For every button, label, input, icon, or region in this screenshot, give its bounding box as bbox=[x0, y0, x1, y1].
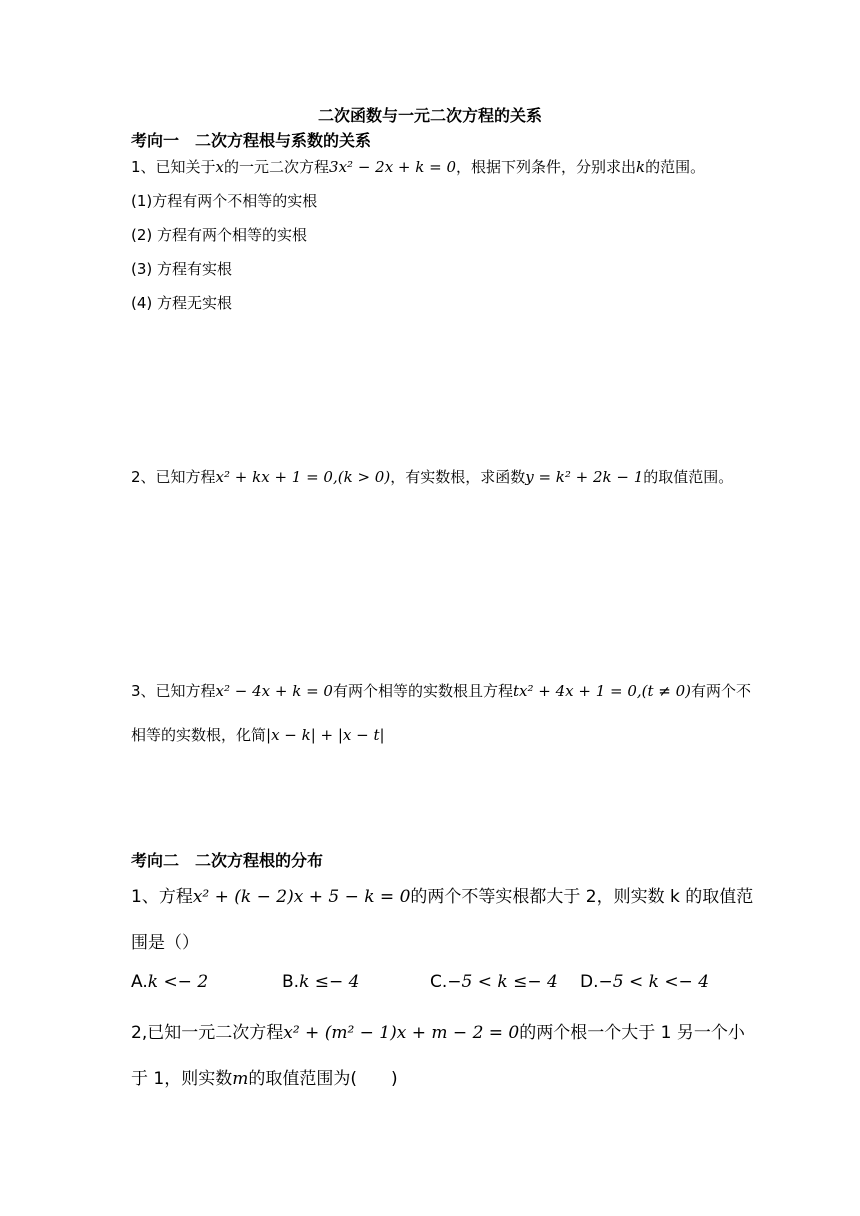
s1-q1-item-2: (2) 方程有两个相等的实根 bbox=[131, 226, 308, 244]
s1-q3-equation2: tx² + 4x + 1 = 0,(t ≠ 0) bbox=[512, 682, 692, 700]
s1-q2-mid: ，有实数根，求函数 bbox=[390, 468, 526, 486]
s1-q1-suffix: ，根据下列条件，分别求出 bbox=[456, 158, 637, 176]
option-c-expr: −5 < k ≤− 4 bbox=[447, 972, 558, 992]
option-a bbox=[131, 972, 208, 992]
s2-q1-equation: x² + (k − 2)x + 5 − k = 0 bbox=[192, 887, 411, 907]
s1-q2-text bbox=[131, 466, 733, 487]
s1-q1-var: x bbox=[215, 158, 225, 176]
s2-q2-equation: x² + (m² − 1)x + m − 2 = 0 bbox=[283, 1023, 520, 1043]
s2-q2-line1 bbox=[131, 1018, 745, 1043]
s1-q3-line2 bbox=[131, 724, 385, 745]
s2-q1-line1 bbox=[131, 882, 753, 907]
s2-q2-prefix: 2,已知一元二次方程 bbox=[131, 1023, 284, 1043]
s1-q3-line1 bbox=[131, 680, 751, 701]
s1-q2-equation: x² + kx + 1 = 0,(k > 0) bbox=[215, 468, 391, 486]
s1-q1-end: 的范围。 bbox=[645, 158, 706, 176]
option-d bbox=[580, 972, 709, 992]
s1-q3-end: 有两个不 bbox=[691, 682, 752, 700]
s1-q3-line2-prefix: 相等的实数根，化简 bbox=[131, 726, 267, 744]
option-d-expr: −5 < k <− 4 bbox=[598, 972, 710, 992]
option-b-label: B. bbox=[282, 972, 300, 992]
s2-q1-line2: 围是（） bbox=[131, 933, 199, 953]
s1-q3-equation1: x² − 4x + k = 0 bbox=[215, 682, 333, 700]
s1-q2-end: 的取值范围。 bbox=[643, 468, 734, 486]
option-b bbox=[282, 972, 360, 992]
section2-heading: 考向二 二次方程根的分布 bbox=[131, 851, 324, 870]
option-c-label: C. bbox=[430, 972, 448, 992]
s1-q3-mid: 有两个相等的实数根且方程 bbox=[332, 682, 513, 700]
s2-q1-prefix: 1、方程 bbox=[131, 887, 193, 907]
s1-q1-prefix: 1、已知关于 bbox=[131, 158, 216, 176]
s2-q2-line2 bbox=[131, 1064, 398, 1089]
option-a-label: A. bbox=[131, 972, 148, 992]
option-a-expr: k <− 2 bbox=[147, 972, 209, 992]
s1-q2-prefix: 2、已知方程 bbox=[131, 468, 216, 486]
s2-q2-var: m bbox=[232, 1069, 249, 1089]
s1-q1-text bbox=[131, 156, 705, 177]
option-b-expr: k ≤− 4 bbox=[299, 972, 360, 992]
s1-q1-item-1: (1)方程有两个不相等的实根 bbox=[131, 192, 318, 210]
section1-heading: 考向一 二次方程根与系数的关系 bbox=[131, 131, 372, 150]
s1-q1-item-3: (3) 方程有实根 bbox=[131, 260, 233, 278]
s1-q1-equation: 3x² − 2x + k = 0 bbox=[329, 158, 456, 176]
option-c bbox=[430, 972, 558, 992]
s1-q3-expr: |x − k| + |x − t| bbox=[266, 726, 385, 744]
s1-q1-var2: k bbox=[636, 158, 646, 176]
s1-q1-mid: 的一元二次方程 bbox=[224, 158, 330, 176]
document-title: 二次函数与一元二次方程的关系 bbox=[317, 106, 542, 125]
option-d-label: D. bbox=[580, 972, 599, 992]
s1-q3-prefix: 3、已知方程 bbox=[131, 682, 216, 700]
s2-q2-line2-end: 的取值范围为( ) bbox=[248, 1069, 398, 1089]
s2-q2-end: 的两个根一个大于 1 另一个小 bbox=[519, 1023, 745, 1043]
s1-q1-item-4: (4) 方程无实根 bbox=[131, 294, 233, 312]
s1-q2-function: y = k² + 2k − 1 bbox=[525, 468, 644, 486]
s2-q2-line2-prefix: 于 1，则实数 bbox=[131, 1069, 233, 1089]
s2-q1-end: 的两个不等实根都大于 2，则实数 k 的取值范 bbox=[410, 887, 754, 907]
